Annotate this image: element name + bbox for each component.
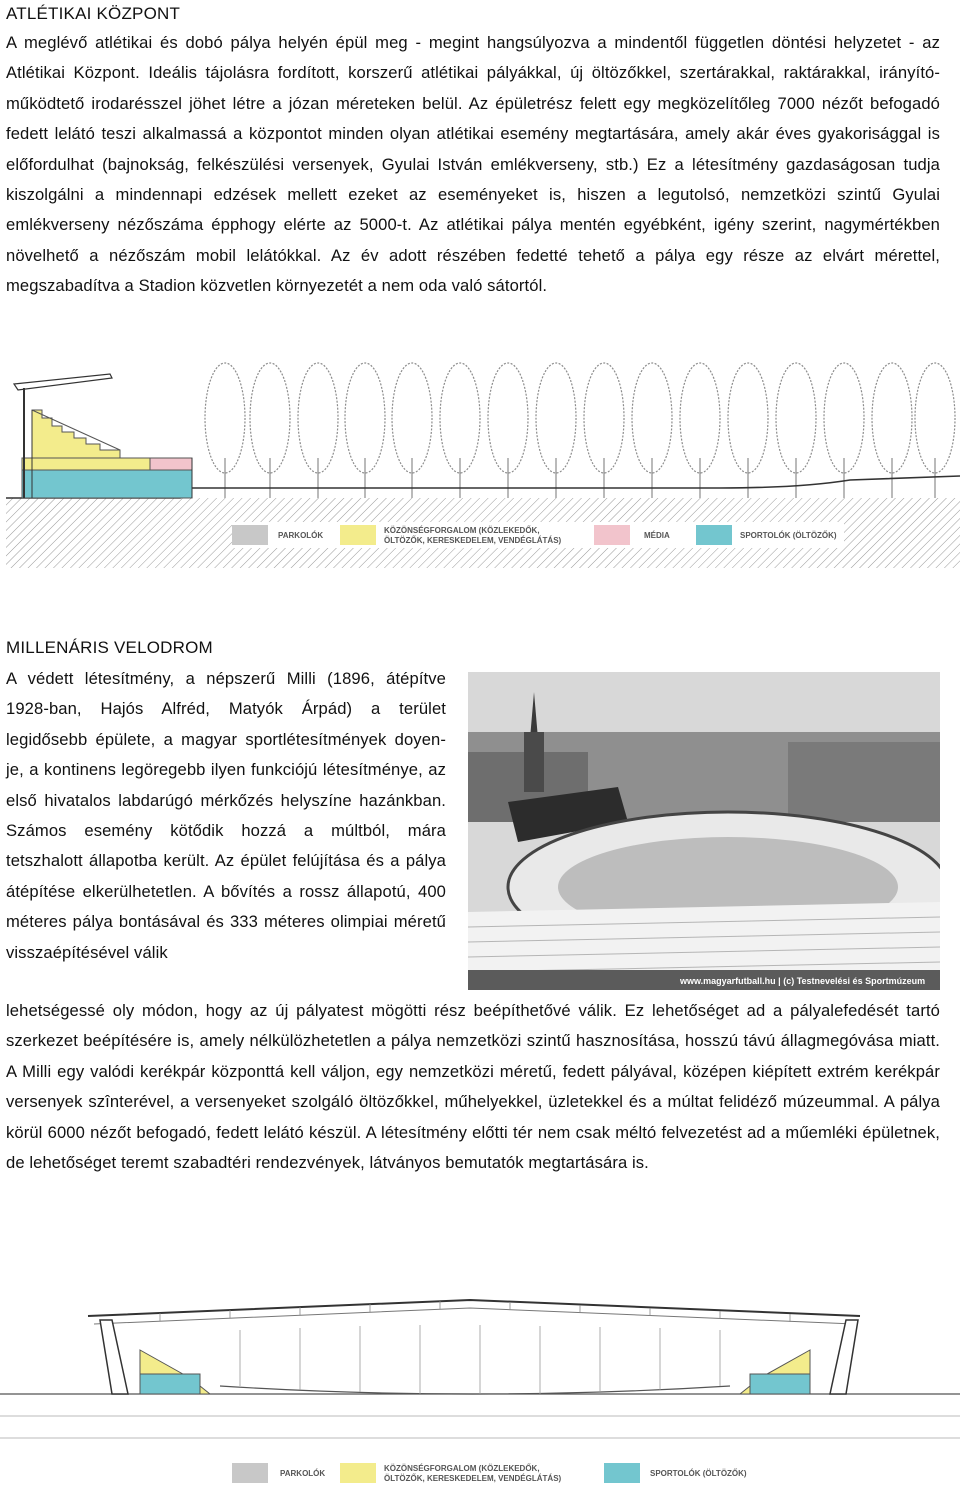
legend-swatch-parking [232, 525, 268, 545]
left-stand-athletes [140, 1374, 200, 1394]
legend-swatch-public [340, 525, 376, 545]
paragraph-velodrome-full: lehetségessé oly módon, hogy az új pályatest mögötti rész beépíthetővé válik. Ez lehetőséget ad a pályalefedését tartó szerkezet beépítésére is, amely nélkülözhetetlen a pálya nemzetközi szintű hasznosítása, hosszú távú állagmegóvása miatt. A Milli egy valódi kerékpár központtá kell váljon, egy nemzetközi méretű, fedett pályával, középen kiépített extrém kerékpár versenyek szînterével, a versenyeket szolgáló öltözőkkel, műhelyekkel, üzletekkel és a múltat felidéző múzeummal. A pálya körül 6000 nézőt befogadó, fedett lelátó készül. A létesítmény előtti tér nem csak méltó felvezetést ad a műemléki épületnek, de lehetőséget teremt szabadtéri rendezvények, látványos bemutatók megtartására is. [6, 1001, 940, 1173]
legend2-label-athletes: SPORTOLÓK (ÖLTÖZŐK) [650, 1469, 747, 1478]
legend-label-media: MÉDIA [644, 531, 670, 540]
legend-label-public-1: KÖZÖNSÉGFORGALOM (KÖZLEKEDŐK, [384, 526, 540, 535]
section-title-velodrome: MILLENÁRIS VELODROM [6, 638, 213, 657]
right-stand-athletes [750, 1374, 810, 1394]
legend-velodrome-svg [232, 1458, 792, 1488]
paragraph-velodrome-narrow: A védett létesítmény, a népszerű Milli (1896, átépítve 1928-ban, Hajós Alfréd, Matyók Árpád) a terület legidősebb épülete, a magyar sportlétesítmények doyen-je, a kontinens legöregebb ilyen funkciójú létesítménye, az első hivatalos labdarúgó mérkőzés helyszíne hazánkban. Számos esemény kötődik hozzá a múltból, mára tetszhalott állapotba került. Az épület felújítása és a pálya átépítése elkerülhetetlen. A bővítés a rossz állapotú, 400 méteres pálya bontásával és 333 méteres olimpiai méretű visszaépítésével válik [6, 669, 446, 962]
tree-row [205, 363, 955, 498]
legend2-swatch-public [340, 1463, 376, 1483]
legend-swatch-athletes [696, 525, 732, 545]
legend-athletics [232, 520, 844, 550]
legend-label-public-2: ÖLTÖZŐK, KERESKEDELEM, VENDÉGLÁTÁS) [384, 536, 562, 545]
track-floor [220, 1386, 730, 1394]
paragraph-athletics: A meglévő atlétikai és dobó pálya helyén épül meg - megint hangsúlyozva a mindentől független döntési helyzetet - az Atlétikai Központ. Ideális tájolásra fordított, korszerű atlétikai pályákkal, új öltözőkkel, szertárakkal, raktárakkal, irányító-működtető irodarésszel jöhet létre a józan méreteken belül. Az épületrész felett egy megközelítőleg 7000 nézőt befogadó fedett lelátó teszi alkalmassá a központot minden olyan atlétikai esemény megtartására, amely akár éves gyakorisággal is előfordulhat (bajnokság, felkészülési versenyek, Gyulai István emlékverseny, stb.) Ez a létesítmény gazdaságosan tudja kiszolgálni a mindennapi edzések mellett ezeket az eseményeket is, hiszen a legutolsó, nemzetközi szintű Gyulai emlékverseny nézőszáma épphogy elérte az 5000-t. Az atlétikai pálya mentén egyébként, igény szerint, nagymértékben növelhető a nézőszám mobil lelátókkal. Az év adott részében fedetté tehető a pálya egy része az elvárt mérettel, megszabadítva a Stadion közvetlen környezetét a nem oda való sátortól. [6, 33, 940, 296]
velodrome-section-svg [0, 1290, 960, 1450]
velodrome-photo-svg [468, 672, 940, 990]
grandstand-building [14, 374, 192, 498]
legend-swatch-media [594, 525, 630, 545]
legend2-swatch-athletes [604, 1463, 640, 1483]
velodrome-historic-photo [468, 672, 940, 990]
velodrome-section-drawing [0, 1290, 960, 1450]
legend2-label-parking: PARKOLÓK [280, 1469, 326, 1478]
legend2-label-public-2: ÖLTÖZŐK, KERESKEDELEM, VENDÉGLÁTÁS) [384, 1474, 562, 1483]
photo-caption: www.magyarfutball.hu | (c) Testnevelési és Sportmúzeum [680, 976, 926, 986]
legend-label-athletes: SPORTOLÓK (ÖLTÖZŐK) [740, 531, 837, 540]
section-title-athletics: ATLÉTIKAI KÖZPONT [6, 4, 181, 23]
legend-label-parking: PARKOLÓK [278, 531, 324, 540]
legend-velodrome [232, 1458, 792, 1488]
legend-athletics-svg [232, 520, 844, 550]
legend2-swatch-parking [232, 1463, 268, 1483]
legend2-label-public-1: KÖZÖNSÉGFORGALOM (KÖZLEKEDŐK, [384, 1464, 540, 1473]
